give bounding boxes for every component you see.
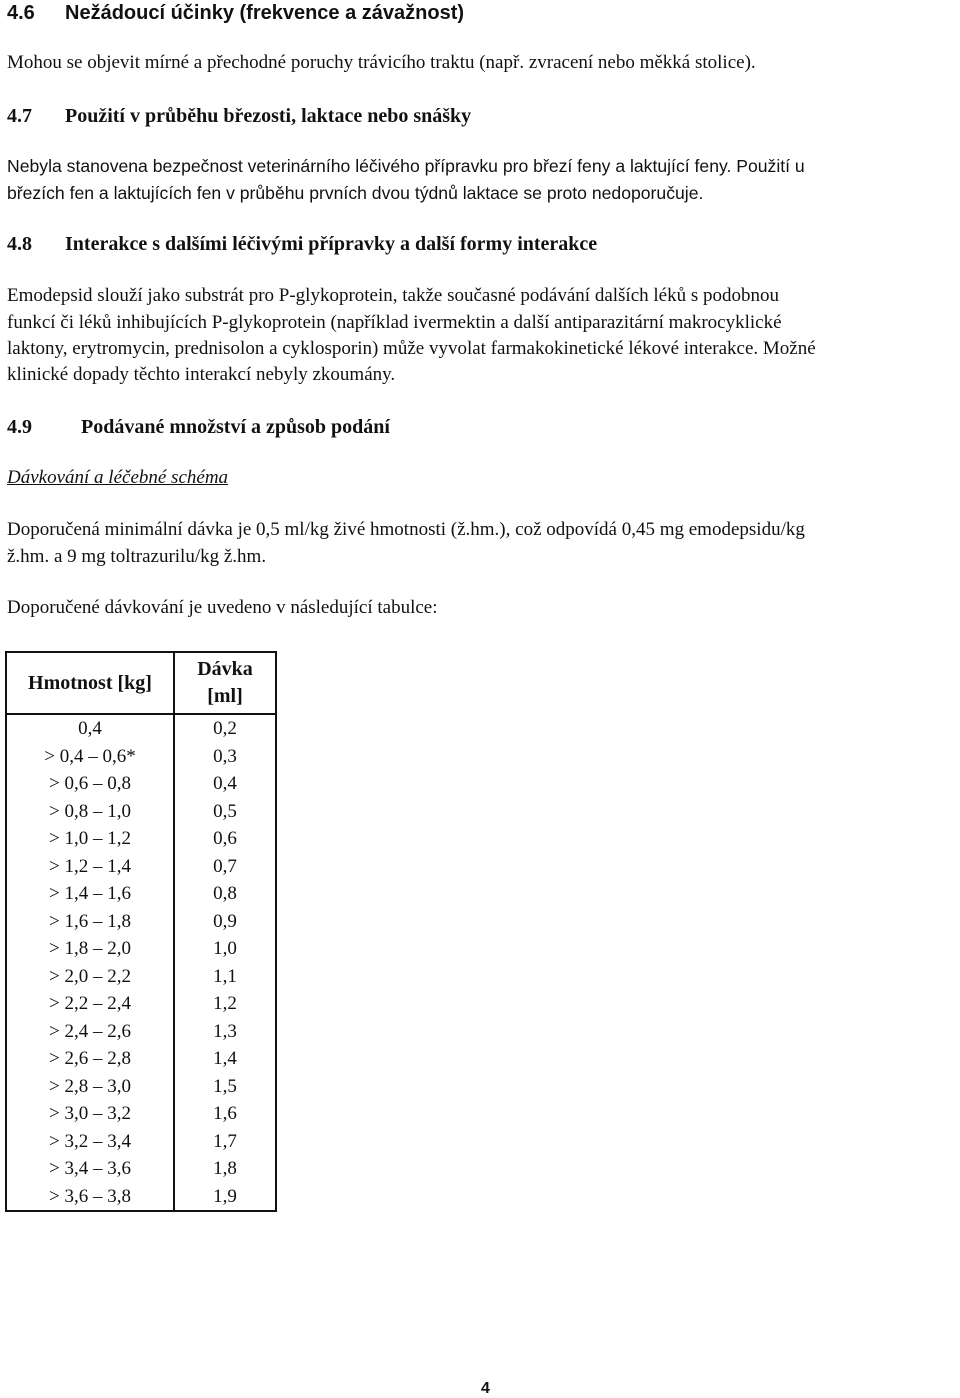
section-4-8-line-1: Emodepsid slouží jako substrát pro P-glykoprotein, takže současné podávání dalších léků s podobnou bbox=[7, 285, 779, 306]
weight-cell: > 3,2 – 3,4 bbox=[6, 1128, 174, 1156]
dose-cell: 1,2 bbox=[174, 990, 276, 1018]
dose-cell: 0,8 bbox=[174, 880, 276, 908]
section-4-6-text: Mohou se objevit mírné a přechodné poruchy trávicího traktu (např. zvracení nebo měkká stolice). bbox=[7, 52, 756, 73]
section-number: 4.9 bbox=[7, 416, 32, 438]
weight-cell: > 3,0 – 3,2 bbox=[6, 1100, 174, 1128]
section-number: 4.6 bbox=[7, 2, 35, 24]
dosage-subtitle: Dávkování a léčebné schéma bbox=[7, 467, 229, 488]
section-4-7-heading bbox=[7, 105, 471, 128]
table-row bbox=[6, 770, 276, 798]
weight-cell: > 2,2 – 2,4 bbox=[6, 990, 174, 1018]
section-4-8-heading bbox=[7, 233, 597, 256]
table-row bbox=[6, 1155, 276, 1183]
section-4-9-line-1: Doporučená minimální dávka je 0,5 ml/kg živé hmotnosti (ž.hm.), což odpovídá 0,45 mg emodepsidu/kg bbox=[7, 519, 805, 540]
dose-cell: 1,1 bbox=[174, 963, 276, 991]
table-row bbox=[6, 1045, 276, 1073]
dose-cell: 0,6 bbox=[174, 825, 276, 853]
dosage-table bbox=[5, 651, 277, 1212]
section-title: Podávané množství a způsob podání bbox=[81, 416, 390, 438]
dose-cell: 1,9 bbox=[174, 1183, 276, 1212]
section-4-7-line-1: Nebyla stanovena bezpečnost veterinárního léčivého přípravku pro březí feny a laktující feny. Použití u bbox=[7, 156, 805, 176]
section-4-7-line-2: březích fen a laktujících fen v průběhu prvních dvou týdnů laktace se proto nedoporučuje. bbox=[7, 183, 704, 203]
column-header-dose bbox=[174, 652, 276, 714]
dose-cell: 0,9 bbox=[174, 908, 276, 936]
section-title: Nežádoucí účinky (frekvence a závažnost) bbox=[65, 2, 465, 24]
dose-cell: 1,6 bbox=[174, 1100, 276, 1128]
weight-cell: > 2,0 – 2,2 bbox=[6, 963, 174, 991]
table-body bbox=[6, 714, 276, 1211]
weight-cell: > 0,6 – 0,8 bbox=[6, 770, 174, 798]
weight-cell: > 1,2 – 1,4 bbox=[6, 853, 174, 881]
section-4-9-line-3: Doporučené dávkování je uvedeno v následující tabulce: bbox=[7, 597, 438, 618]
section-4-9-line-2: ž.hm. a 9 mg toltrazurilu/kg ž.hm. bbox=[7, 546, 267, 567]
column-header-dose-line-2: [ml] bbox=[207, 685, 243, 707]
table-row bbox=[6, 825, 276, 853]
table-row bbox=[6, 908, 276, 936]
section-4-8-line-4: klinické dopady těchto interakcí nebyly zkoumány. bbox=[7, 364, 396, 385]
dose-cell: 1,4 bbox=[174, 1045, 276, 1073]
weight-cell: > 2,6 – 2,8 bbox=[6, 1045, 174, 1073]
section-4-8-line-2: funkcí či léků inhibujících P-glykoprotein (například ivermektin a další antiparazitární makrocyklické bbox=[7, 312, 782, 333]
table-row bbox=[6, 880, 276, 908]
dose-cell: 0,4 bbox=[174, 770, 276, 798]
table-row bbox=[6, 1183, 276, 1212]
table-row bbox=[6, 1018, 276, 1046]
table-row bbox=[6, 743, 276, 771]
weight-cell: > 1,6 – 1,8 bbox=[6, 908, 174, 936]
dose-cell: 0,3 bbox=[174, 743, 276, 771]
table-row bbox=[6, 1073, 276, 1101]
section-number: 4.7 bbox=[7, 105, 32, 127]
weight-cell: > 3,6 – 3,8 bbox=[6, 1183, 174, 1212]
dose-cell: 1,7 bbox=[174, 1128, 276, 1156]
dose-cell: 0,7 bbox=[174, 853, 276, 881]
dose-cell: 1,3 bbox=[174, 1018, 276, 1046]
weight-cell: 0,4 bbox=[6, 714, 174, 743]
weight-cell: > 0,4 – 0,6* bbox=[6, 743, 174, 771]
table-row bbox=[6, 853, 276, 881]
weight-cell: > 2,8 – 3,0 bbox=[6, 1073, 174, 1101]
table-row bbox=[6, 798, 276, 826]
dose-cell: 1,5 bbox=[174, 1073, 276, 1101]
column-header-weight: Hmotnost [kg] bbox=[6, 652, 174, 714]
column-header-dose-line-1: Dávka bbox=[197, 658, 253, 680]
weight-cell: > 0,8 – 1,0 bbox=[6, 798, 174, 826]
section-number: 4.8 bbox=[7, 233, 32, 255]
table-row bbox=[6, 714, 276, 743]
weight-cell: > 2,4 – 2,6 bbox=[6, 1018, 174, 1046]
dose-cell: 1,0 bbox=[174, 935, 276, 963]
table-row bbox=[6, 963, 276, 991]
weight-cell: > 3,4 – 3,6 bbox=[6, 1155, 174, 1183]
table-row bbox=[6, 990, 276, 1018]
table-header-row bbox=[6, 652, 276, 714]
section-title: Použití v průběhu březosti, laktace nebo snášky bbox=[65, 105, 472, 127]
dose-cell: 1,8 bbox=[174, 1155, 276, 1183]
weight-cell: > 1,0 – 1,2 bbox=[6, 825, 174, 853]
section-4-8-line-3: laktony, erytromycin, prednisolon a cyklosporin) může vyvolat farmakokinetické lékové interakce. Možné bbox=[7, 338, 816, 359]
section-4-6-heading bbox=[7, 2, 464, 25]
page-number: 4 bbox=[481, 1380, 490, 1397]
dose-cell: 0,2 bbox=[174, 714, 276, 743]
table-row bbox=[6, 1128, 276, 1156]
table-row bbox=[6, 1100, 276, 1128]
weight-cell: > 1,4 – 1,6 bbox=[6, 880, 174, 908]
dose-cell: 0,5 bbox=[174, 798, 276, 826]
section-title: Interakce s dalšími léčivými přípravky a další formy interakce bbox=[65, 233, 598, 255]
weight-cell: > 1,8 – 2,0 bbox=[6, 935, 174, 963]
section-4-9-heading bbox=[7, 416, 390, 439]
table-row bbox=[6, 935, 276, 963]
